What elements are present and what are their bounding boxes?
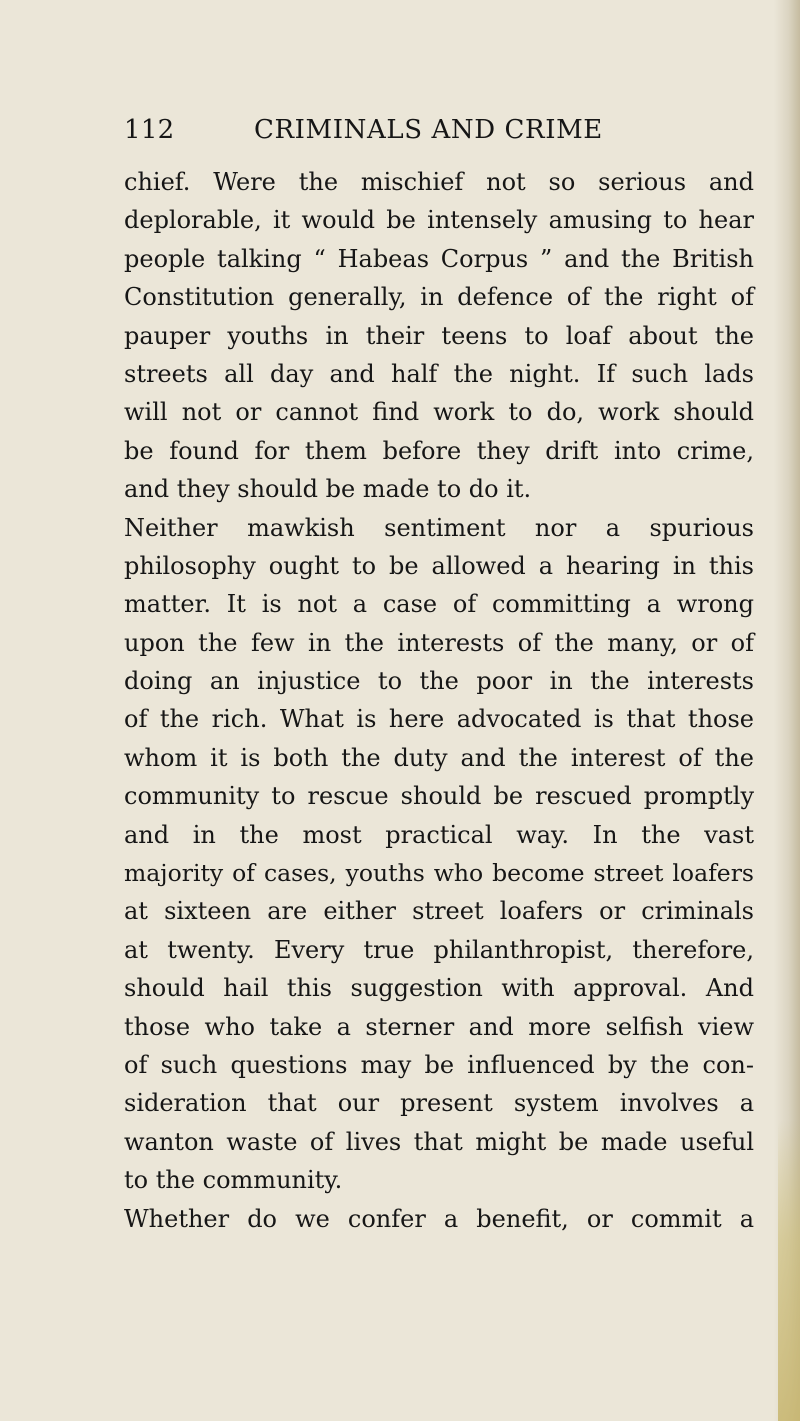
text-line: of such questions may be influenced by the con- (124, 1050, 754, 1079)
text-line: should hail this suggestion with approval. And (124, 974, 754, 1003)
text-line: sideration that our present system involves a (124, 1089, 754, 1118)
text-line: and they should be made to do it. (124, 475, 532, 504)
text-line: to the community. (124, 1166, 343, 1195)
text-line: of the rich. What is here advocated is that those (124, 705, 754, 734)
text-line: will not or cannot find work to do, work should (124, 398, 754, 427)
text-line: majority of cases, youths who become street loafers (124, 859, 754, 888)
text-line: chief. Were the mischief not so serious and (124, 168, 754, 196)
text-line: community to rescue should be rescued promptly (124, 782, 754, 811)
text-line: pauper youths in their teens to loaf about the (124, 321, 754, 350)
text-line: deplorable, it would be intensely amusing to hear (124, 206, 754, 235)
text-line: matter. It is not a case of committing a wrong (124, 590, 754, 619)
text-line: and in the most practical way. In the vast (124, 820, 754, 849)
text-line: wanton waste of lives that might be made useful (124, 1127, 754, 1156)
text-line: whom it is both the duty and the interest of the (124, 743, 754, 772)
text-line: upon the few in the interests of the many, or of (124, 628, 754, 657)
page-number: 112 (124, 115, 175, 145)
running-head: CRIMINALS AND CRIME (254, 115, 603, 145)
text-line: Constitution generally, in defence of the right of (124, 283, 754, 312)
text-line: at sixteen are either street loafers or criminals (124, 897, 754, 926)
text-line: those who take a sterner and more selfish view (124, 1012, 754, 1041)
text-line: people talking “ Habeas Corpus ” and the British (124, 244, 754, 273)
page-header (124, 115, 754, 155)
text-line: at twenty. Every true philanthropist, therefore, (124, 935, 754, 964)
text-line: Whether do we confer a benefit, or commit a (124, 1204, 754, 1233)
body-text (124, 163, 754, 1238)
text-line: be found for them before they drift into crime, (124, 436, 754, 465)
text-line: streets all day and half the night. If such lads (124, 359, 754, 388)
text-line: philosophy ought to be allowed a hearing in this (124, 551, 754, 580)
text-line: Neither mawkish sentiment nor a spurious (124, 513, 754, 542)
page-edge-stain (778, 1120, 800, 1421)
text-line: doing an injustice to the poor in the interests (124, 667, 754, 696)
